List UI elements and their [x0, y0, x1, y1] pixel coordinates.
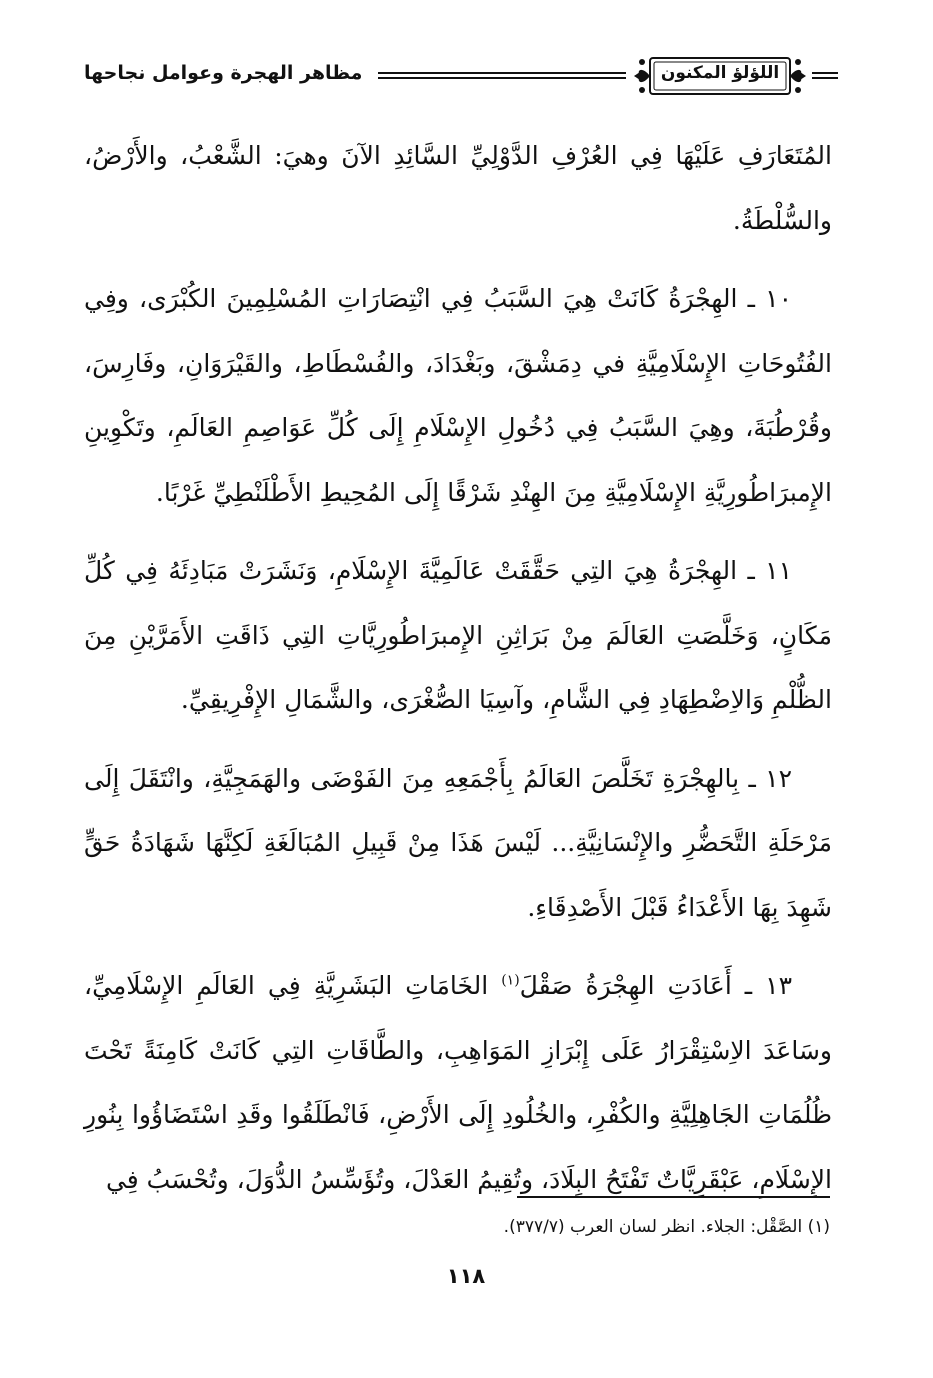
body-text — [84, 124, 832, 1226]
paragraph-12: ١٢ ـ بِالهِجْرَةِ تَخَلَّصَ العَالَمُ بِأَجْمَعِهِ مِنَ الفَوْضَى والهَمَجِيَّةِ، وانْتَقَلَ إِلَى مَرْحَلَةِ التَّحَضُّرِ والإِنْسَانِيَّةِ... لَيْسَ هَذَا مِنْ قَبِيلِ المُبَالَغَةِ لَكِنَّهَا شَهَادَةُ حَقٍّ شَهِدَ بِهَا الأَعْدَاءُ قَبْلَ الأَصْدِقَاءِ. — [84, 763, 832, 922]
header-rule-right — [812, 72, 838, 80]
chapter-title: مظاهر الهجرة وعوامل نجاحها — [84, 62, 363, 84]
paragraph-11: ١١ ـ الهِجْرَةُ هِيَ التِي حَقَّقَتْ عَالَمِيَّةَ الإِسْلَامِ، وَنَشَرَتْ مَبَادِئَهُ فِي كُلِّ مَكَانٍ، وَخَلَّصَتِ العَالَمَ مِنْ بَرَاثِنِ الإِمبرَاطُورِيَّاتِ التِي ذَاقَتِ الأَمَرَّيْنِ مِنَ الظُّلْمِ وَالاِضْطِهَادِ فِي الشَّامِ، وآسِيَا الصُّغْرَى، والشَّمَالِ الإِفْرِيقِيِّ. — [84, 556, 832, 714]
paragraph-continuation: المُتَعَارَفِ عَلَيْهَا فِي العُرْفِ الدَّوْلِيِّ السَّائِدِ الآنَ وهيَ: الشَّعْبُ، والأَرْضُ، والسُّلْطَةُ. — [84, 141, 832, 235]
book-title: اللؤلؤ المكنون — [660, 63, 780, 83]
paragraph-10: ١٠ ـ الهِجْرَةُ كَانَتْ هِيَ السَّبَبُ فِي انْتِصَارَاتِ المُسْلِمِينَ الكُبْرَى، وفِي الفُتُوحَاتِ الإِسْلَامِيَّةِ في دِمَشْقَ، وبَغْدَادَ، والفُسْطَاطِ، والقَيْرَوَانِ، وفَارِسَ، وقُرْطُبَةَ، وهِيَ السَّبَبُ فِي دُخُولِ الإِسْلَامِ إِلَى كُلِّ عَوَاصِمِ العَالَمِ، وتَكْوِينِ الإِمبرَاطُورِيَّةِ الإِسْلَامِيَّةِ مِنَ الهِنْدِ شَرْقًا إِلَى المُحِيطِ الأَطْلَنْطِيِّ غَرْبًا. — [84, 284, 832, 507]
header-rule-left — [378, 72, 626, 80]
footnote-reference[interactable]: (١) — [501, 972, 520, 989]
book-title-ornament — [632, 52, 808, 100]
page-number: ١١٨ — [446, 1264, 486, 1288]
paragraph-13 — [84, 954, 832, 1212]
paragraph-13-rest: الخَامَاتِ البَشَرِيَّةِ فِي العَالَمِ الإِسْلَامِيِّ، وسَاعَدَ الاِسْتِقْرَارُ عَلَى إِبْرَازِ المَوَاهِبِ، والطَّاقَاتِ التِي كَانَتْ كَامِنَةً تَحْتَ ظُلُمَاتِ الجَاهِلِيَّةِ والكُفْرِ، والخُلُودِ إِلَى الأَرْضِ، فَانْطَلَقُوا وقَدِ اسْتَضَاؤُوا بِنُورِ الإِسْلَامِ، عَبْقَرِيَّاتٌ تَفْتَحُ البِلَادَ، وتُقِيمُ العَدْلَ، وتُؤَسِّسُ الدُّوَلَ، وتُحْسَبُ فِي — [84, 971, 832, 1194]
paragraph-13-start: ١٣ ـ أَعَادَتِ الهِجْرَةُ صَقْلَ — [519, 971, 792, 1000]
footnote: (١) الصَّقْل: الجلاء. انظر لسان العرب (٣٧٧/٧). — [503, 1217, 830, 1237]
running-header — [84, 50, 832, 106]
footnote-divider — [517, 1196, 830, 1198]
